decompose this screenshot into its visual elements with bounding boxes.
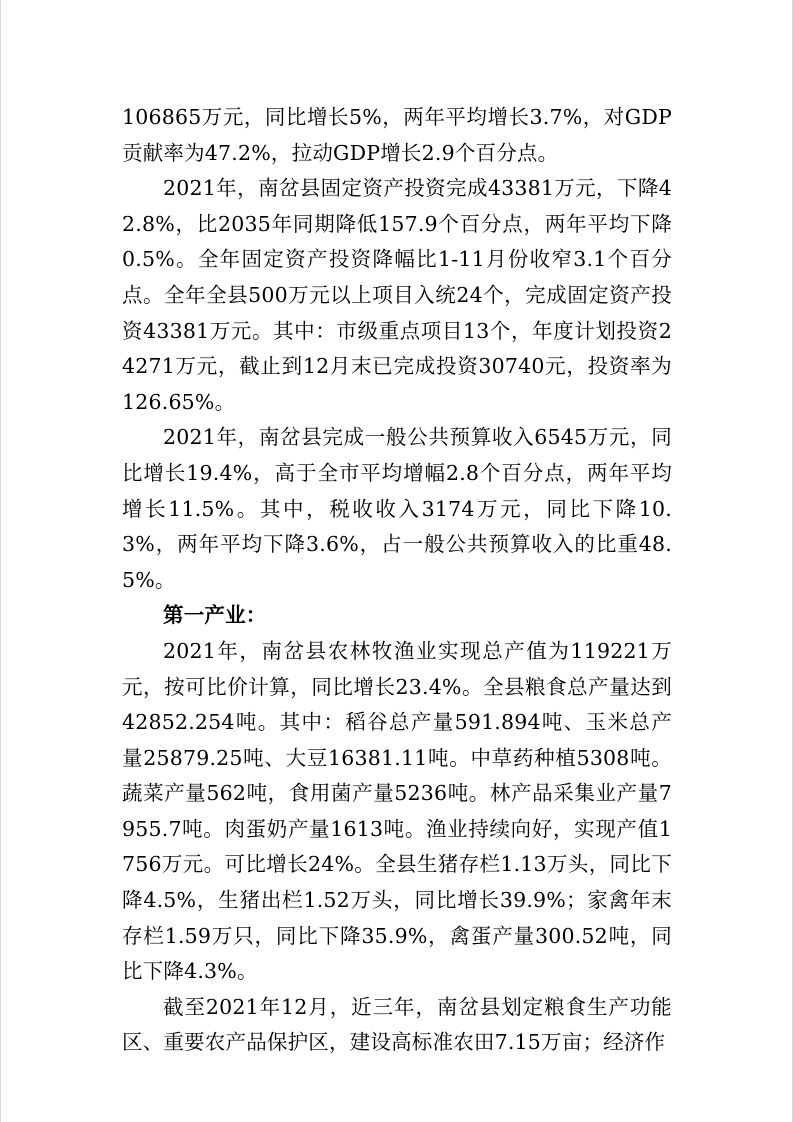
paragraph-farmland-construction: 截至2021年12月，近三年，南岔县划定粮食生产功能区、重要农产品保护区，建设高标准农田7.15万亩；经济作 [122, 994, 672, 1055]
document-body [122, 100, 672, 1061]
paragraph-gdp-continuation: 106865万元，同比增长5%，两年平均增长3.7%，对GDP贡献率为47.2%，拉动GDP增长2.9个百分点。 [122, 105, 672, 165]
paragraph-agriculture-output: 2021年，南岔县农林牧渔业实现总产值为119221万元，按可比价计算，同比增长23.4%。全县粮食总产量达到42852.254吨。其中：稻谷总产量591.894吨、玉米总产量25879.25吨、大豆16381.11吨。中草药种植5308吨。蔬菜产量562吨，食用菌产量5236吨。林产品采集业产量7955.7吨。肉蛋奶产量1613吨。渔业持续向好，实现产值1756万元。可比增长24%。全县生猪存栏1.13万头，同比下降4.5%，生猪出栏1.52万头，同比增长39.9%；家禽年末存栏1.59万只，同比下降35.9%，禽蛋产量300.52吨，同比下降4.3%。 [122, 638, 672, 984]
page-left-edge [0, 0, 1, 1122]
section-heading-primary-industry: 第一产业： [163, 603, 267, 628]
paragraph-fixed-asset-investment: 2021年，南岔县固定资产投资完成43381万元，下降42.8%，比2035年同期降低157.9个百分点，两年平均下降0.5%。全年固定资产投资降幅比1-11月份收窄3.1个百分点。全年全县500万元以上项目入统24个，完成固定资产投资43381万元。其中：市级重点项目13个，年度计划投资24271万元，截止到12月末已完成投资30740元，投资率为126.65%。 [122, 176, 672, 414]
paragraph-public-budget-revenue: 2021年，南岔县完成一般公共预算收入6545万元，同比增长19.4%，高于全市平均增幅2.8个百分点，两年平均增长11.5%。其中，税收收入3174万元，同比下降10.3%，两年平均下降3.6%，占一般公共预算收入的比重48.5%。 [122, 425, 672, 592]
